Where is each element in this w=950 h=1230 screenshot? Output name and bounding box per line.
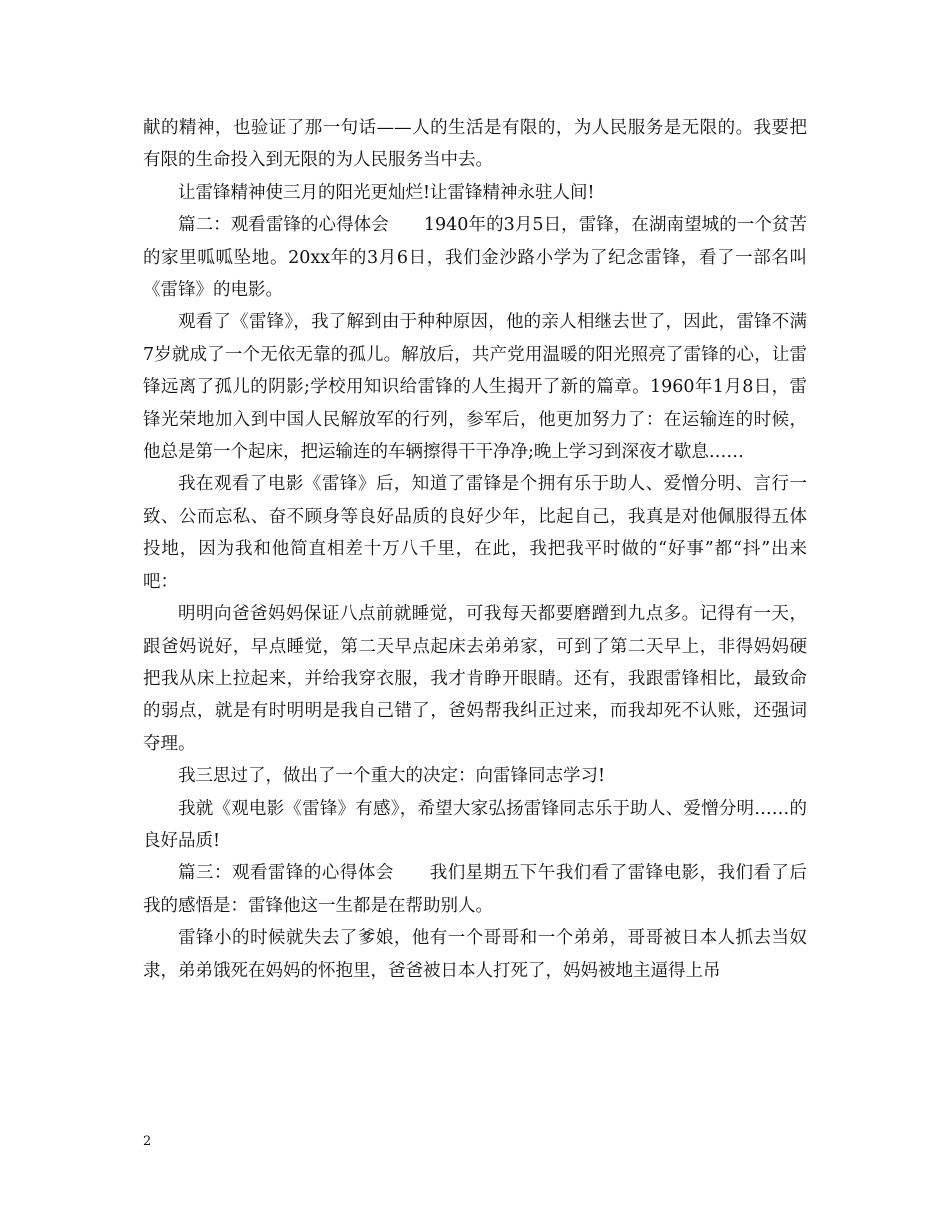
paragraph-section-heading: 篇二：观看雷锋的心得体会 1940年的3月5日，雷锋，在湖南望城的一个贫苦的家里呱呱坠地。20xx年的3月6日，我们金沙路小学为了纪念雷锋，看了一部名叫《雷锋》的电影。	[143, 215, 807, 301]
paragraph: 观看了《雷锋》，我了解到由于种种原因，他的亲人相继去世了，因此，雷锋不满7岁就成了一个无依无靠的孤儿。解放后，共产党用温暖的阳光照亮了雷锋的心，让雷锋远离了孤儿的阴影;学校用知识给雷锋的人生揭开了新的篇章。1960年1月8日，雷锋光荣地加入到中国人民解放军的行列，参军后，他更加努力了：在运输连的时候，他总是第一个起床，把运输连的车辆擦得干干净净;晚上学习到深夜才歇息……	[143, 312, 807, 463]
page-number: 2	[143, 1134, 152, 1149]
paragraph: 明明向爸爸妈妈保证八点前就睡觉，可我每天都要磨蹭到九点多。记得有一天，跟爸妈说好，早点睡觉，第二天早点起床去弟弟家，可到了第二天早上，非得妈妈硬把我从床上拉起来，并给我穿衣服，我才肯睁开眼睛。还有，我跟雷锋相比，最致命的弱点，就是有时明明是我自己错了，爸妈帮我纠正过来，而我却死不认账，还强词夺理。	[143, 604, 807, 754]
paragraph: 我三思过了，做出了一个重大的决定：向雷锋同志学习!	[178, 766, 606, 787]
body-text	[143, 112, 807, 987]
paragraph: 我就《观电影《雷锋》有感》，希望大家弘扬雷锋同志乐于助人、爱憎分明……的良好品质!	[143, 798, 807, 851]
paragraph: 雷锋小的时候就失去了爹娘，他有一个哥哥和一个弟弟，哥哥被日本人抓去当奴隶，弟弟饿死在妈妈的怀抱里，爸爸被日本人打死了，妈妈被地主逼得上吊	[143, 928, 807, 981]
paragraph: 让雷锋精神使三月的阳光更灿烂!让雷锋精神永驻人间!	[178, 182, 595, 203]
paragraph: 我在观看了电影《雷锋》后，知道了雷锋是个拥有乐于助人、爱憎分明、言行一致、公而忘私、奋不顾身等良好品质的良好少年，比起自己，我真是对他佩服得五体投地，因为我和他简直相差十万八千里，在此，我把我平时做的“好事”都“抖”出来吧：	[143, 474, 807, 592]
paragraph-continuation: 献的精神，也验证了那一句话——人的生活是有限的，为人民服务是无限的。我要把有限的生命投入到无限的为人民服务当中去。	[143, 118, 807, 171]
paragraph-section-heading: 篇三：观看雷锋的心得体会 我们星期五下午我们看了雷锋电影，我们看了后我的感悟是：雷锋他这一生都是在帮助别人。	[143, 863, 807, 916]
